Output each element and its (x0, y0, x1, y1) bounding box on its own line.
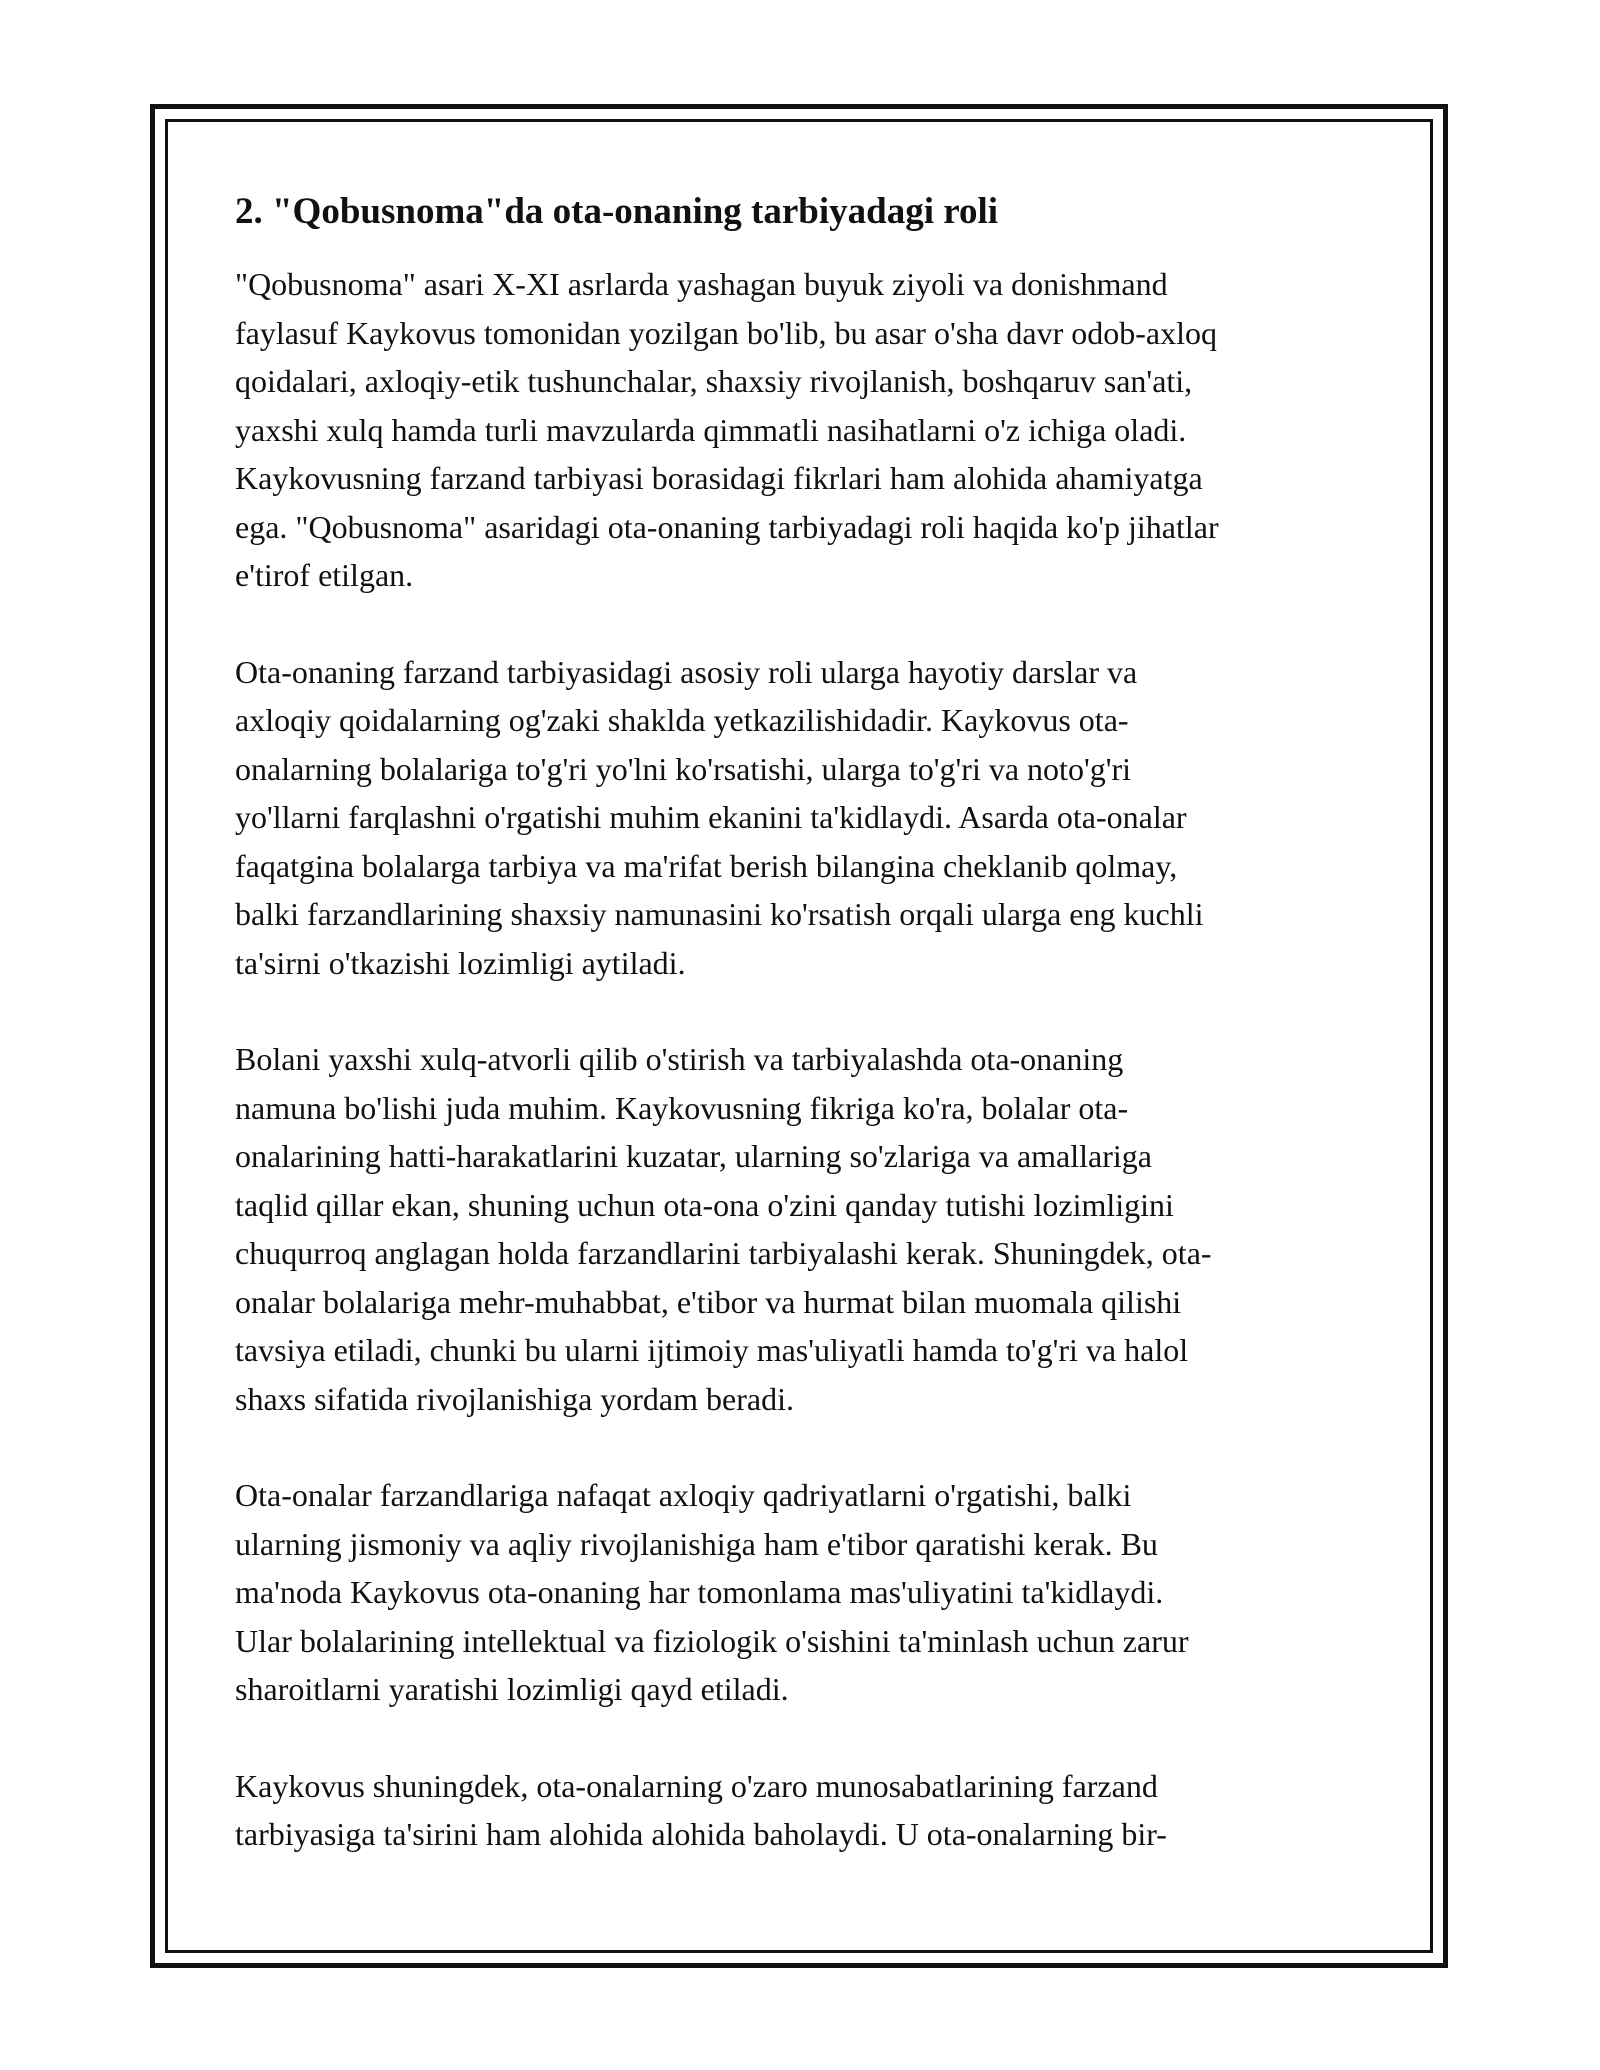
text-line: tavsiya etiladi, chunki bu ularni ijtimoiy mas'uliyatli hamda to'g'ri va halol (235, 1332, 1189, 1368)
text-line: ta'sirni o'tkazishi lozimligi aytiladi. (235, 944, 686, 981)
document-body (235, 186, 1385, 1907)
text-line: Ota-onaning farzand tarbiyasidagi asosiy roli ularga hayotiy darslar va (235, 653, 1138, 690)
text-line: ularning jismoniy va aqliy rivojlanishiga ham e'tibor qaratishi kerak. Bu (235, 1525, 1158, 1562)
text-line: yo'llarni farqlashni o'rgatishi muhim ekanini ta'kidlaydi. Asarda ota-onalar (235, 799, 1187, 835)
text-line: Kaykovus shuningdek, ota-onalarning o'zaro munosabatlarining farzand (235, 1767, 1158, 1804)
text-line: axloqiy qoidalarning og'zaki shaklda yetkazilishidadir. Kaykovus ota- (235, 702, 1129, 738)
text-line: onalarning bolalariga to'g'ri yo'lni ko'rsatishi, ularga to'g'ri va noto'g'ri (235, 750, 1132, 787)
text-line: Kaykovusning farzand tarbiyasi borasidagi fikrlari ham alohida ahamiyatga (235, 460, 1203, 496)
text-line: taqlid qillar ekan, shuning uchun ota-ona o'zini qanday tutishi lozimligini (235, 1186, 1174, 1223)
text-line: Ular bolalarining intellektual va fiziologik o'sishini ta'minlash uchun zarur (235, 1622, 1189, 1659)
paragraph-4 (235, 1471, 1385, 1714)
text-line: namuna bo'lishi juda muhim. Kaykovusning fikriga ko'ra, bolalar ota- (235, 1089, 1129, 1126)
text-line: ma'noda Kaykovus ota-onaning har tomonlama mas'uliyatini ta'kidlaydi. (235, 1574, 1164, 1610)
text-line: balki farzandlarining shaxsiy namunasini ko'rsatish orqali ularga eng kuchli (235, 896, 1204, 932)
text-line: chuqurroq anglagan holda farzandlarini tarbiyalashi kerak. Shuningdek, ota- (235, 1235, 1212, 1271)
paragraph-3 (235, 1035, 1385, 1423)
text-line: e'tirof etilgan. (235, 557, 414, 593)
paragraph-5 (235, 1762, 1385, 1859)
text-line: onalarining hatti-harakatlarini kuzatar, ularning so'zlariga va amallariga (235, 1138, 1152, 1174)
section-heading: 2. "Qobusnoma"da ota-onaning tarbiyadagi roli (235, 191, 999, 232)
text-line: tarbiyasiga ta'sirini ham alohida alohida baholaydi. U ota-onalarning bir- (235, 1816, 1167, 1852)
text-line: faqatgina bolalarga tarbiya va ma'rifat berish bilangina cheklanib qolmay, (235, 847, 1178, 884)
text-line: onalar bolalariga mehr-muhabbat, e'tibor va hurmat bilan muomala qilishi (235, 1283, 1182, 1320)
text-line: sharoitlarni yaratishi lozimligi qayd etiladi. (235, 1671, 789, 1707)
text-line: yaxshi xulq hamda turli mavzularda qimmatli nasihatlarni o'z ichiga oladi. (235, 411, 1187, 448)
text-line: Bolani yaxshi xulq-atvorli qilib o'stirish va tarbiyalashda ota-onaning (235, 1041, 1124, 1077)
text-line: shaxs sifatida rivojlanishiga yordam beradi. (235, 1380, 794, 1417)
text-line: qoidalari, axloqiy-etik tushunchalar, shaxsiy rivojlanish, boshqaruv san'ati, (235, 363, 1193, 399)
text-line: ega. "Qobusnoma" asaridagi ota-onaning tarbiyadagi roli haqida ko'p jihatlar (235, 508, 1219, 545)
text-line: faylasuf Kaykovus tomonidan yozilgan bo'lib, bu asar o'sha davr odob-axloq (235, 314, 1217, 351)
paragraph-1 (235, 260, 1385, 600)
text-line: "Qobusnoma" asari X-XI asrlarda yashagan buyuk ziyoli va donishmand (235, 266, 1168, 302)
paragraph-2 (235, 648, 1385, 988)
text-line: Ota-onalar farzandlariga nafaqat axloqiy qadriyatlarni o'rgatishi, balki (235, 1477, 1132, 1513)
